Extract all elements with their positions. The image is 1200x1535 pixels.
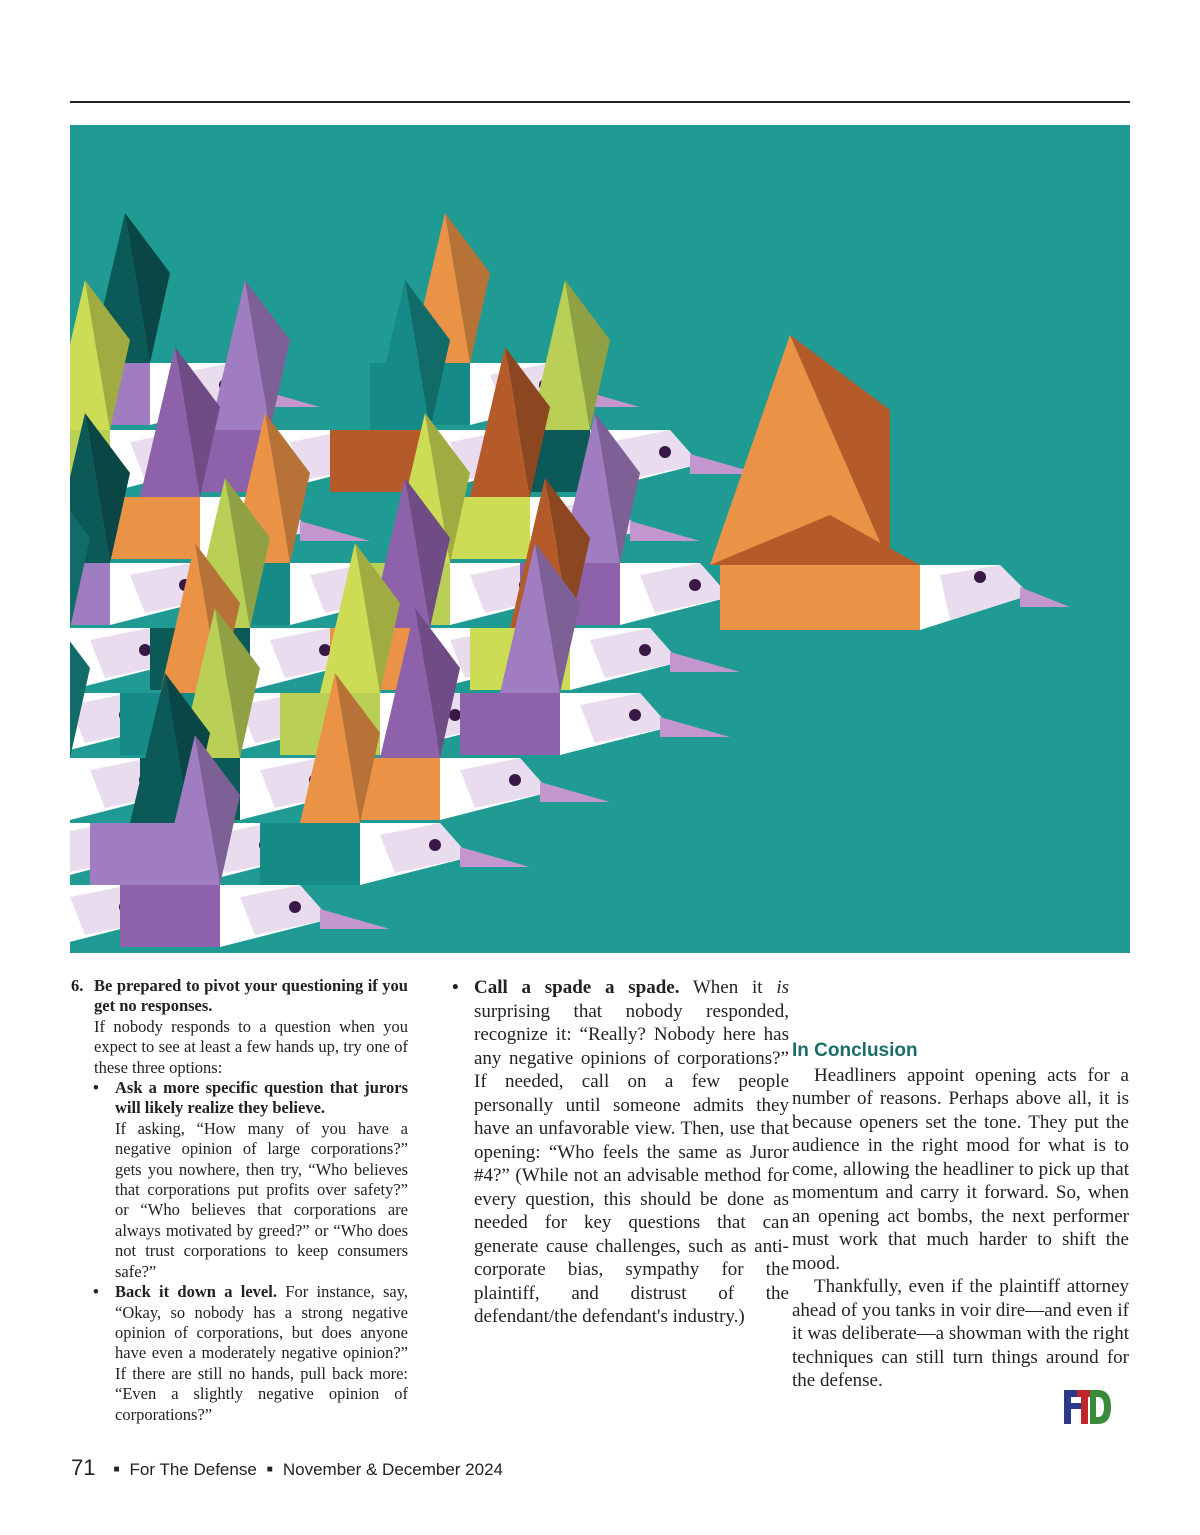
bird-body (260, 823, 360, 885)
item-heading: Be prepared to pivot your questioning if you get no responses. (94, 976, 408, 1016)
bullet-lead: Ask a more specific question that jurors will likely realize they believe. (115, 1078, 408, 1118)
bird-eye (659, 446, 671, 458)
bullet-body-pre: When it (692, 977, 763, 998)
column-1 (71, 976, 408, 1425)
bullet-icon: • (93, 1282, 99, 1302)
bird-eye (139, 644, 151, 656)
page-number: 71 (71, 1455, 96, 1480)
item-intro: If nobody responds to a question when you expect to see at least a few hands up, try one of these three options: (94, 1016, 408, 1077)
bird-eye (289, 901, 301, 913)
leader-beak (1020, 587, 1070, 607)
ftd-logo (1064, 1388, 1112, 1426)
bullet-icon: • (452, 977, 459, 998)
leader-head-shade (940, 565, 1030, 620)
bullet-item (93, 1078, 408, 1282)
list-item-6 (71, 976, 408, 1078)
issue-date: November & December 2024 (282, 1460, 504, 1479)
bird-eye (629, 709, 641, 721)
bullet-body-emphasis: is (776, 977, 789, 998)
bird-beak (320, 909, 390, 929)
conclusion-paragraph: Thankfully, even if the plaintiff attorney ahead of you tanks in voir dire—and even if it was deliberate—a showman with the right techniques can still turn things around for the defense. (792, 1276, 1129, 1391)
bullet-body: If asking, “How many of you have a negative opinion of large corporations?” gets you nowhere, then try, “Who believes that corporations put profits over safety?” or “Who believes that corporations are always motivated by greed?” or “Who does not trust corporations to keep consumers safe?” (115, 1118, 408, 1281)
bullet-icon: • (93, 1078, 99, 1098)
separator-icon: ■ (113, 1464, 120, 1475)
bullet-item (452, 976, 789, 1329)
bird-body (460, 693, 560, 755)
bird-beak (460, 847, 530, 867)
bullet-body: For instance, say, “Okay, so nobody has a strong negative opinion of corporations, but does anyone have even a moderately negative opinion?” If there are still no hands, pull back more: “Even a slightly negative opinion of corporations?” (115, 1282, 409, 1424)
conclusion-paragraph: Headliners appoint opening acts for a number of reasons. Perhaps above all, it is because openers set the tone. They put the audience in the right mood for what is to come, allowing the headliner to pick up that momentum and carry it forward. So, when an opening act bombs, the next performer must work that much harder to shift the mood. (792, 1064, 1129, 1274)
bird-eye (429, 839, 441, 851)
publication-name: For The Defense (129, 1460, 257, 1479)
bullet-lead: Back it down a level. (115, 1282, 277, 1302)
bird-eye (639, 644, 651, 656)
bullet-lead: Call a spade a spade. (474, 977, 680, 998)
column-3 (792, 1030, 1129, 1393)
bird-flock-svg (70, 125, 1130, 953)
column-2 (452, 976, 789, 1329)
bird-beak (540, 782, 610, 802)
bird-eye (689, 579, 701, 591)
bird-beak (630, 521, 700, 541)
separator-icon: ■ (266, 1464, 273, 1475)
page-footer (71, 1455, 503, 1481)
leader-eye (974, 571, 986, 583)
conclusion-heading: In Conclusion (792, 1040, 918, 1061)
leader-body (720, 565, 920, 630)
bird-beak (670, 652, 740, 672)
bird-eye (449, 709, 461, 721)
bird-beak (300, 521, 370, 541)
bird-beak (660, 717, 730, 737)
top-rule (70, 101, 1130, 103)
bird-body (120, 885, 220, 947)
item-number: 6. (71, 976, 84, 995)
bullet-body-post: surprising that nobody responded, recognize it: “Really? Nobody here has any negative opinions of corporations?” If needed, call on a few people personally until someone admits they have an unfavorable view. Then, use that opening: “Who feels the same as Juror #4?” (While not an advisable method for every question, this should be done as needed for key questions that can generate cause challenges, such as anti-corporate bias, sympathy for the plaintiff, and distrust of the defendant/the defendant's industry.) (474, 1000, 789, 1327)
bird-eye (509, 774, 521, 786)
bullet-item (93, 1282, 408, 1425)
bird-flock-illustration (70, 125, 1130, 953)
